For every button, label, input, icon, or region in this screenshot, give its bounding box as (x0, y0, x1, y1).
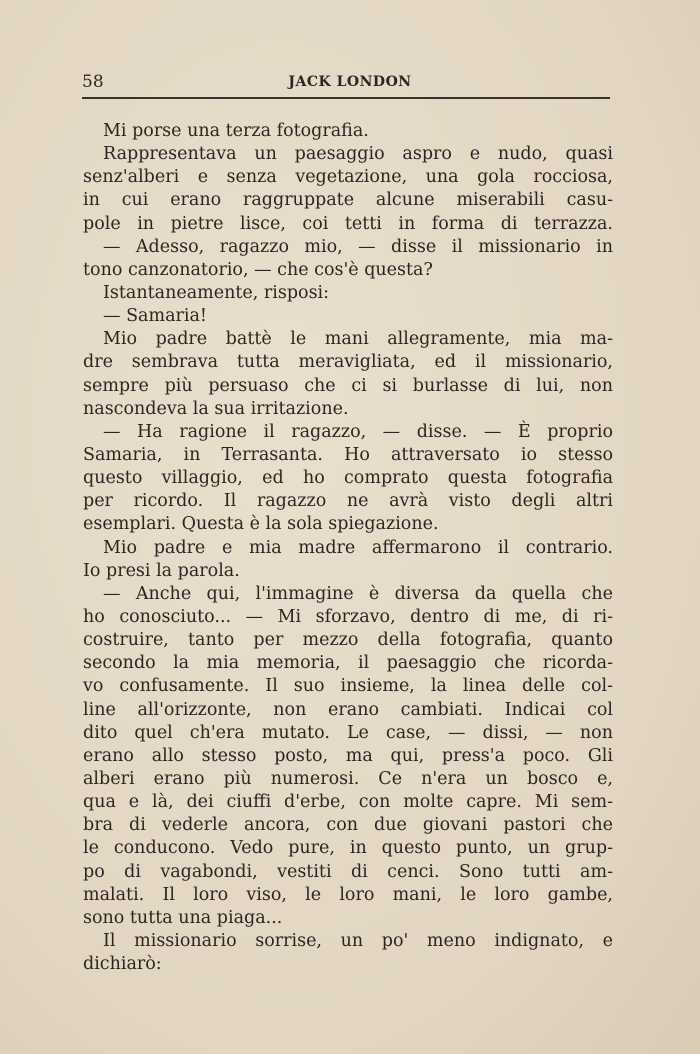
page-number: 58 (82, 72, 104, 92)
text-line: esemplari. Questa è la sola spiegazione. (83, 514, 439, 535)
text-line: sono tutta una piaga... (83, 907, 283, 928)
text-line: pole in pietre lisce, coi tetti in forma di terrazza. (83, 213, 613, 234)
text-line: tono canzonatorio, — che cos'è questa? (83, 259, 433, 280)
text-line: — Adesso, ragazzo mio, — disse il missionario in (103, 236, 613, 257)
text-line: po di vagabondi, vestiti di cenci. Sono tutti am- (83, 861, 613, 882)
text-line: in cui erano raggruppate alcune miserabili casu- (83, 190, 613, 211)
text-line: bra di vederle ancora, con due giovani pastori che (83, 815, 613, 836)
text-line: Istantaneamente, risposi: (103, 282, 330, 303)
text-line: sempre più persuaso che ci si burlasse di lui, non (83, 375, 613, 396)
text-line: — Samaria! (103, 306, 207, 327)
text-line: nascondeva la sua irritazione. (83, 398, 349, 419)
text-line: dre sembrava tutta meravigliata, ed il missionario, (83, 352, 613, 373)
text-line: le conducono. Vedo pure, in questo punto, un grup- (83, 838, 613, 859)
header-rule (82, 97, 610, 99)
text-line: Mio padre battè le mani allegramente, mia ma- (103, 329, 613, 350)
text-line: malati. Il loro viso, le loro mani, le loro gambe, (83, 884, 613, 905)
text-line: erano allo stesso posto, ma qui, press'a poco. Gli (83, 745, 613, 766)
text-line: dito quel ch'era mutato. Le case, — dissi, — non (83, 722, 613, 743)
text-line: ho conosciuto... — Mi sforzavo, dentro di me, di ri- (83, 606, 613, 627)
text-line: alberi erano più numerosi. Ce n'era un bosco e, (83, 768, 613, 789)
text-line: vo confusamente. Il suo insieme, la linea delle col- (83, 676, 613, 697)
text-line: Samaria, in Terrasanta. Ho attraversato io stesso (83, 444, 613, 465)
text-line: qua e là, dei ciuffi d'erbe, con molte capre. Mi sem- (83, 792, 613, 813)
running-title: JACK LONDON (288, 74, 412, 90)
body-text (83, 120, 613, 976)
text-line: — Ha ragione il ragazzo, — disse. — È proprio (103, 421, 613, 442)
text-line: Io presi la parola. (83, 560, 240, 581)
text-line: questo villaggio, ed ho comprato questa fotografia (83, 468, 613, 489)
text-line: secondo la mia memoria, il paesaggio che ricorda- (83, 653, 613, 674)
text-line: dichiarò: (83, 954, 162, 975)
text-line: senz'alberi e senza vegetazione, una gola rocciosa, (83, 167, 613, 188)
text-line: line all'orizzonte, non erano cambiati. Indicai col (83, 699, 613, 720)
text-line: costruire, tanto per mezzo della fotografia, quanto (83, 630, 613, 651)
text-line: — Anche qui, l'immagine è diversa da quella che (103, 583, 613, 604)
text-line: Il missionario sorrise, un po' meno indignato, e (103, 930, 613, 951)
text-line: Mio padre e mia madre affermarono il contrario. (103, 537, 613, 558)
text-line: per ricordo. Il ragazzo ne avrà visto degli altri (83, 491, 613, 512)
text-line: Rappresentava un paesaggio aspro e nudo, quasi (103, 144, 613, 165)
text-line: Mi porse una terza fotografia. (103, 121, 369, 141)
